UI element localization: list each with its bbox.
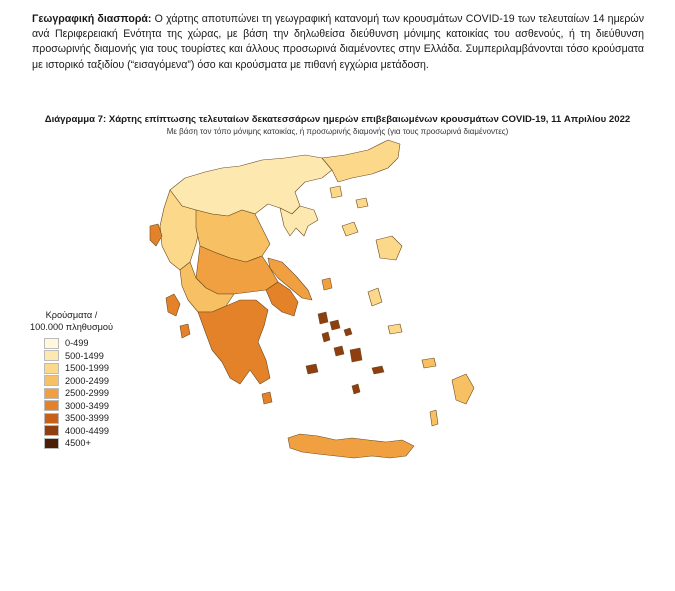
legend-label: 3000-3499	[65, 400, 109, 411]
island-amorgos	[372, 366, 384, 374]
region-peloponnese	[198, 300, 270, 384]
legend-label: 3500-3999	[65, 413, 109, 424]
island-paros	[334, 346, 344, 356]
region-thrace	[322, 140, 400, 182]
island-kos	[422, 358, 436, 368]
legend-item	[44, 350, 113, 363]
island-mykonos	[344, 328, 352, 336]
map-title: Διάγραμμα 7: Χάρτης επίπτωσης τελευταίων δεκατεσσάρων ημερών επιβεβαιωμένων κρουσμάτων COVID-19, 11 Απριλίου 2022	[44, 114, 631, 125]
legend-label: 2000-2499	[65, 375, 109, 386]
island-milos	[306, 364, 318, 374]
region-north-macedonia	[170, 155, 332, 216]
legend-item	[44, 362, 113, 375]
legend-items	[30, 337, 113, 450]
island-chios	[368, 288, 382, 306]
legend-swatch	[44, 400, 59, 411]
legend-item	[44, 412, 113, 425]
legend-item	[44, 437, 113, 450]
legend-label: 2500-2999	[65, 388, 109, 399]
legend-swatch	[44, 388, 59, 399]
island-syros	[322, 332, 330, 342]
island-zakynthos	[180, 324, 190, 338]
island-samothrace	[356, 198, 368, 208]
island-andros	[318, 312, 328, 324]
island-kythira	[262, 392, 272, 404]
island-limnos	[342, 222, 358, 236]
legend-title-line1: Κρούσματα /	[45, 310, 98, 320]
legend-item	[44, 387, 113, 400]
legend-swatch	[44, 350, 59, 361]
legend-label: 4000-4499	[65, 425, 109, 436]
map-subtitle: Με βάση τον τόπο μόνιμης κατοικίας, ή προσωρινής διαμονής (για τους προσωρινά διαμένοντες)	[166, 127, 509, 136]
island-tinos	[330, 320, 340, 330]
legend-title-line2: 100.000 πληθυσμού	[30, 322, 114, 332]
legend-item	[44, 425, 113, 438]
intro-text: Ο χάρτης αποτυπώνει τη γεωγραφική κατανομή των κρουσμάτων COVID-19 των τελευταίων 14 ημερών ανά Περιφερειακή Ενότητα της χώρας, με βάση την δηλωθείσα διεύθυνση μόνιμης κατοικίας του ασθενούς, ή τη διεύθυνση προσωρινής διαμονής για τους τουρίστες και άλλους προσωρινά διαμένοντες στην Ελλάδα. Συμπεριλαμβάνονται τόσο κρούσματα με ιστορικό ταξιδίου (“εισαγόμενα”) όσο και κρούσματα με πιθανή εγχώρια μετάδοση.	[32, 13, 644, 71]
legend-swatch	[44, 338, 59, 349]
island-santorini	[352, 384, 360, 394]
island-thasos	[330, 186, 342, 198]
legend-swatch	[44, 438, 59, 449]
legend-item	[44, 400, 113, 413]
region-crete	[288, 434, 414, 458]
legend-label: 4500+	[65, 438, 91, 449]
legend-label: 500-1499	[65, 350, 104, 361]
legend-swatch	[44, 413, 59, 424]
legend-item	[44, 375, 113, 388]
island-samos	[388, 324, 402, 334]
legend-swatch	[44, 363, 59, 374]
island-lesvos	[376, 236, 402, 260]
island-karpathos	[430, 410, 438, 426]
island-skyros	[322, 278, 332, 290]
legend-swatch	[44, 425, 59, 436]
legend-swatch	[44, 375, 59, 386]
island-kefalonia	[166, 294, 180, 316]
map-legend	[30, 309, 113, 450]
legend-label: 0-499	[65, 338, 89, 349]
legend-label: 1500-1999	[65, 363, 109, 374]
island-rhodes	[452, 374, 474, 404]
legend-item	[44, 337, 113, 350]
legend-title	[30, 309, 113, 333]
island-naxos	[350, 348, 362, 362]
intro-lead: Γεωγραφική διασπορά:	[32, 13, 152, 25]
